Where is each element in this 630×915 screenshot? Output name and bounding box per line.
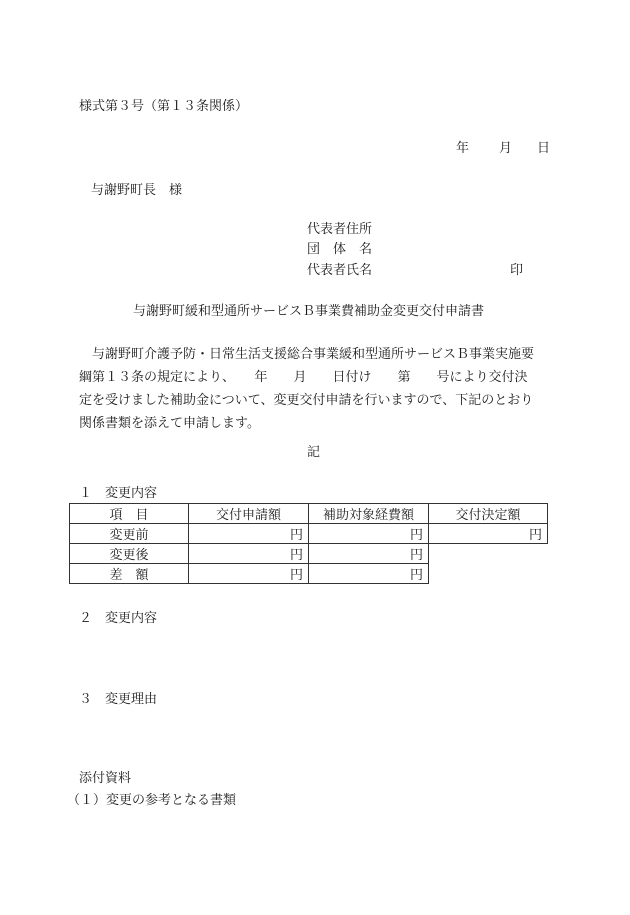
applicant-name-label: 代表者氏名 — [307, 263, 373, 278]
attachment-item: （１）変更の参考となる書類 — [67, 793, 237, 808]
header-application-amount: 交付申請額 — [189, 504, 309, 524]
amount-cell: 円 — [309, 564, 429, 584]
table-header-row — [70, 504, 548, 524]
row-label: 変更後 — [70, 544, 189, 564]
form-number: 様式第３号（第１３条関係） — [79, 99, 249, 114]
seal-mark: 印 — [510, 263, 524, 278]
body-line: 関係書類を添えて申請します。 — [79, 416, 260, 431]
date-year: 年 — [456, 141, 470, 156]
amount-table — [69, 503, 548, 584]
amount-cell: 円 — [309, 524, 429, 544]
amount-cell: 円 — [189, 544, 309, 564]
attachments-title: 添付資料 — [79, 771, 132, 786]
table-row — [70, 544, 548, 564]
section1-title: １ 変更内容 — [79, 486, 158, 501]
ki-heading: 記 — [307, 445, 321, 460]
header-decision-amount: 交付決定額 — [429, 504, 548, 524]
amount-cell: 円 — [189, 524, 309, 544]
body-line: 定を受けました補助金について、変更交付申請を行いますので、下記のとおり — [79, 393, 534, 408]
amount-cell: 円 — [189, 564, 309, 584]
section2-title: ２ 変更内容 — [79, 611, 158, 626]
date-day: 日 — [537, 141, 551, 156]
section3-title: ３ 変更理由 — [79, 692, 158, 707]
body-line: 与謝野町介護予防・日常生活支援総合事業緩和型通所サービスＢ事業実施要 — [92, 347, 535, 362]
row-label: 変更前 — [70, 524, 189, 544]
document-title: 与謝野町緩和型通所サービスＢ事業費補助金変更交付申請書 — [133, 304, 485, 319]
row-label: 差 額 — [70, 564, 189, 584]
amount-cell: 円 — [429, 524, 548, 544]
header-item: 項 目 — [70, 504, 189, 524]
table-row — [70, 564, 548, 584]
table-row — [70, 524, 548, 544]
applicant-org-label: 団 体 名 — [307, 242, 373, 257]
applicant-address-label: 代表者住所 — [307, 222, 373, 237]
amount-cell: 円 — [309, 544, 429, 564]
date-month: 月 — [499, 141, 513, 156]
addressee: 与謝野町長 様 — [91, 183, 183, 198]
header-eligible-expense: 補助対象経費額 — [309, 504, 429, 524]
body-paragraph — [79, 343, 549, 435]
body-line: 綱第１３条の規定により、 年 月 日付け 第 号により交付決 — [79, 370, 528, 385]
